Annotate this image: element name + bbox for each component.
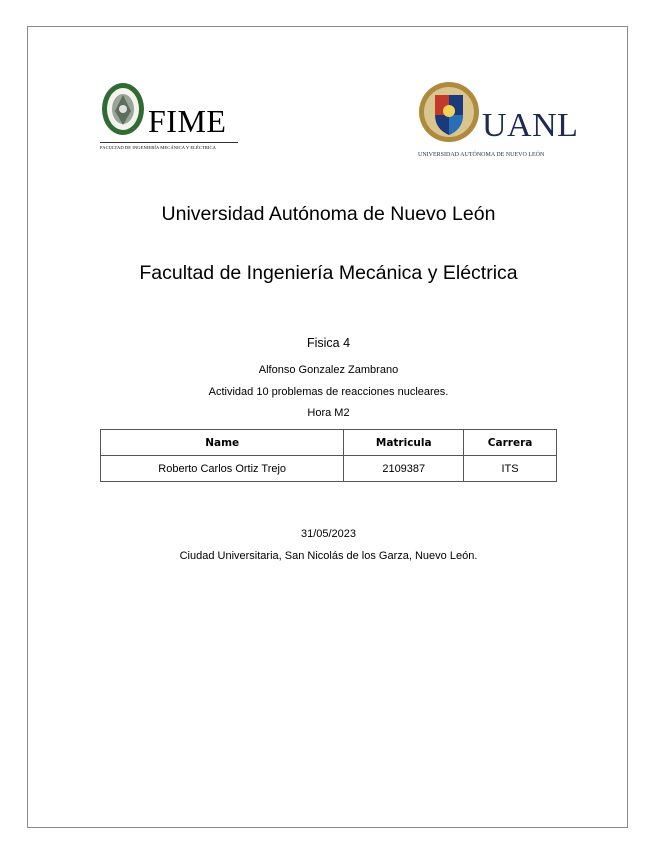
activity-title: Actividad 10 problemas de reacciones nucleares. [208,386,449,398]
student-matricula: 2109387 [344,456,464,482]
document-place: Ciudad Universitaria, San Nicolás de los Garza, Nuevo León. [179,550,478,562]
uanl-shield-icon [416,81,482,145]
university-title: Universidad Autónoma de Nuevo León [161,203,496,225]
fime-wordmark: FIME [148,103,227,139]
document-page [27,26,628,828]
uanl-subtitle: UNIVERSIDAD AUTÓNOMA DE NUEVO LEÓN [418,152,545,158]
header-name: Name [101,430,344,456]
student-carrera: ITS [464,456,557,482]
uanl-wordmark: UANL [482,107,579,144]
faculty-title: Facultad de Ingeniería Mecánica y Eléctrica [139,262,518,284]
class-hour: Hora M2 [307,407,350,419]
document-date: 31/05/2023 [300,528,357,540]
uanl-logo [416,81,594,167]
header-carrera: Carrera [464,430,557,456]
fime-divider [100,142,238,143]
fime-logo [100,81,240,151]
student-name: Roberto Carlos Ortiz Trejo [101,456,344,482]
teacher-name: Alfonso Gonzalez Zambrano [258,364,399,376]
table-header-row [101,430,557,456]
fime-subtitle: FACULTAD DE INGENIERÍA MECÁNICA Y ELÉCTRICA [100,145,216,150]
table-row [101,456,557,482]
header-matricula: Matricula [344,430,464,456]
fime-emblem-icon [100,81,146,141]
course-name: Fisica 4 [306,336,351,350]
student-table [100,429,557,482]
